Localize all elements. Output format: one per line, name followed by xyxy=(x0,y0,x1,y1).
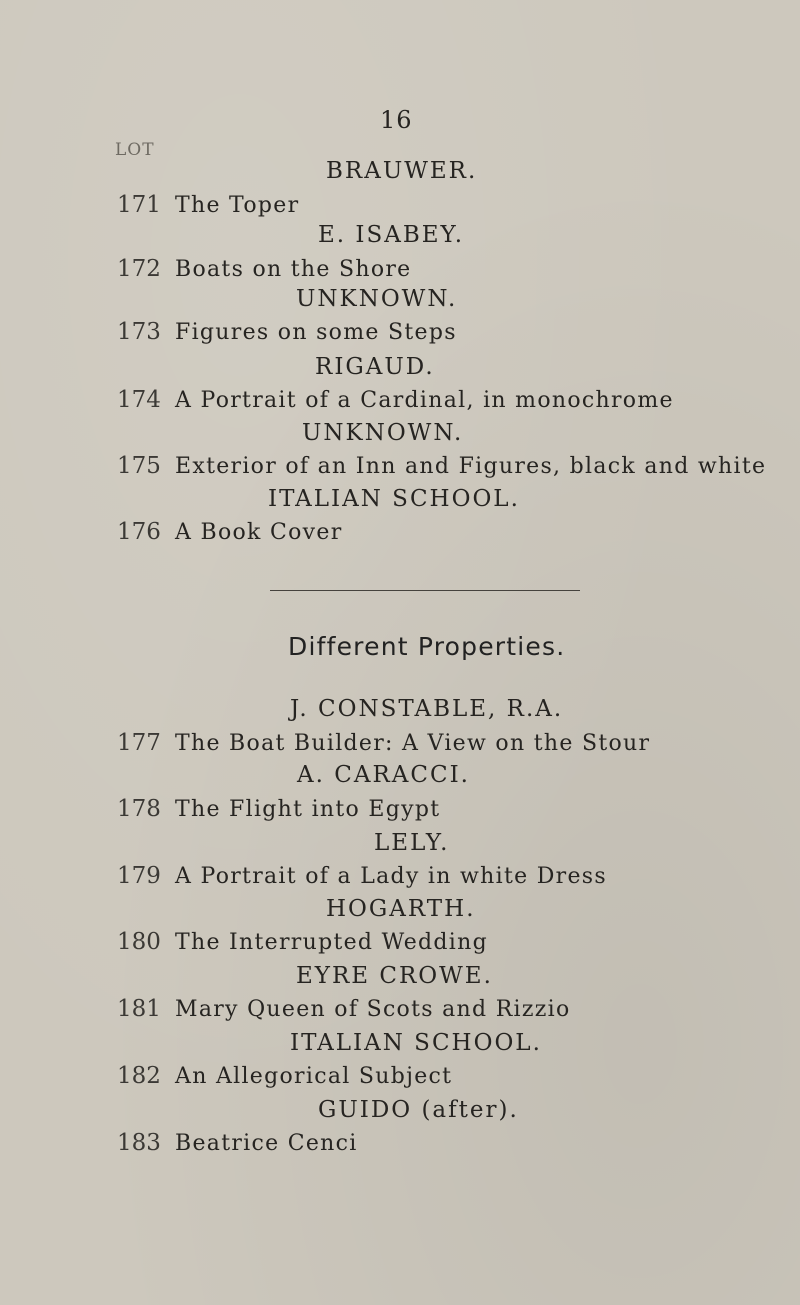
lot-title: Beatrice Cenci xyxy=(175,1131,358,1156)
artist-name: LELY. xyxy=(374,830,450,856)
artist-name: RIGAUD. xyxy=(315,354,435,380)
lot-number: 181 xyxy=(117,996,161,1022)
lot-title: A Book Cover xyxy=(175,520,343,545)
artist-name: BRAUWER. xyxy=(326,158,478,184)
artist-name: UNKNOWN. xyxy=(302,420,464,446)
lot-number: 172 xyxy=(117,256,161,282)
lot-title: The Boat Builder: A View on the Stour xyxy=(175,731,651,756)
lot-number: 175 xyxy=(117,453,161,479)
artist-name: UNKNOWN. xyxy=(296,286,458,312)
artist-name: A. CARACCI. xyxy=(297,762,470,788)
lot-number: 180 xyxy=(117,929,161,955)
lot-number: 177 xyxy=(117,730,161,756)
lot-title: An Allegorical Subject xyxy=(175,1064,453,1089)
lot-number: 178 xyxy=(117,796,161,822)
lot-title: Mary Queen of Scots and Rizzio xyxy=(175,997,571,1022)
lot-number: 182 xyxy=(117,1063,161,1089)
artist-name: HOGARTH. xyxy=(326,896,476,922)
artist-name: ITALIAN SCHOOL. xyxy=(268,486,520,512)
artist-name: ITALIAN SCHOOL. xyxy=(290,1030,542,1056)
lot-number: 179 xyxy=(117,863,161,889)
section-heading: Different Properties. xyxy=(288,632,566,661)
lot-number: 176 xyxy=(117,519,161,545)
artist-name: J. CONSTABLE, R.A. xyxy=(290,696,564,722)
lot-title: A Portrait of a Cardinal, in monochrome xyxy=(175,388,674,413)
lot-number: 174 xyxy=(117,387,161,413)
artist-name: E. ISABEY. xyxy=(318,222,465,248)
lot-number: 183 xyxy=(117,1130,161,1156)
lot-number: 171 xyxy=(117,192,161,218)
artist-name: GUIDO (after). xyxy=(318,1097,519,1123)
lot-title: The Flight into Egypt xyxy=(175,797,441,822)
section-divider xyxy=(270,590,580,591)
artist-name: EYRE CROWE. xyxy=(296,963,493,989)
lot-title: A Portrait of a Lady in white Dress xyxy=(175,864,607,889)
page-number: 16 xyxy=(380,106,413,134)
lot-title: Exterior of an Inn and Figures, black and white xyxy=(175,454,767,479)
lot-column-header: LOT xyxy=(115,140,155,160)
lot-title: Boats on the Shore xyxy=(175,257,412,282)
lot-title: Figures on some Steps xyxy=(175,320,457,345)
lot-title: The Toper xyxy=(175,193,300,218)
lot-number: 173 xyxy=(117,319,161,345)
lot-title: The Interrupted Wedding xyxy=(175,930,488,955)
